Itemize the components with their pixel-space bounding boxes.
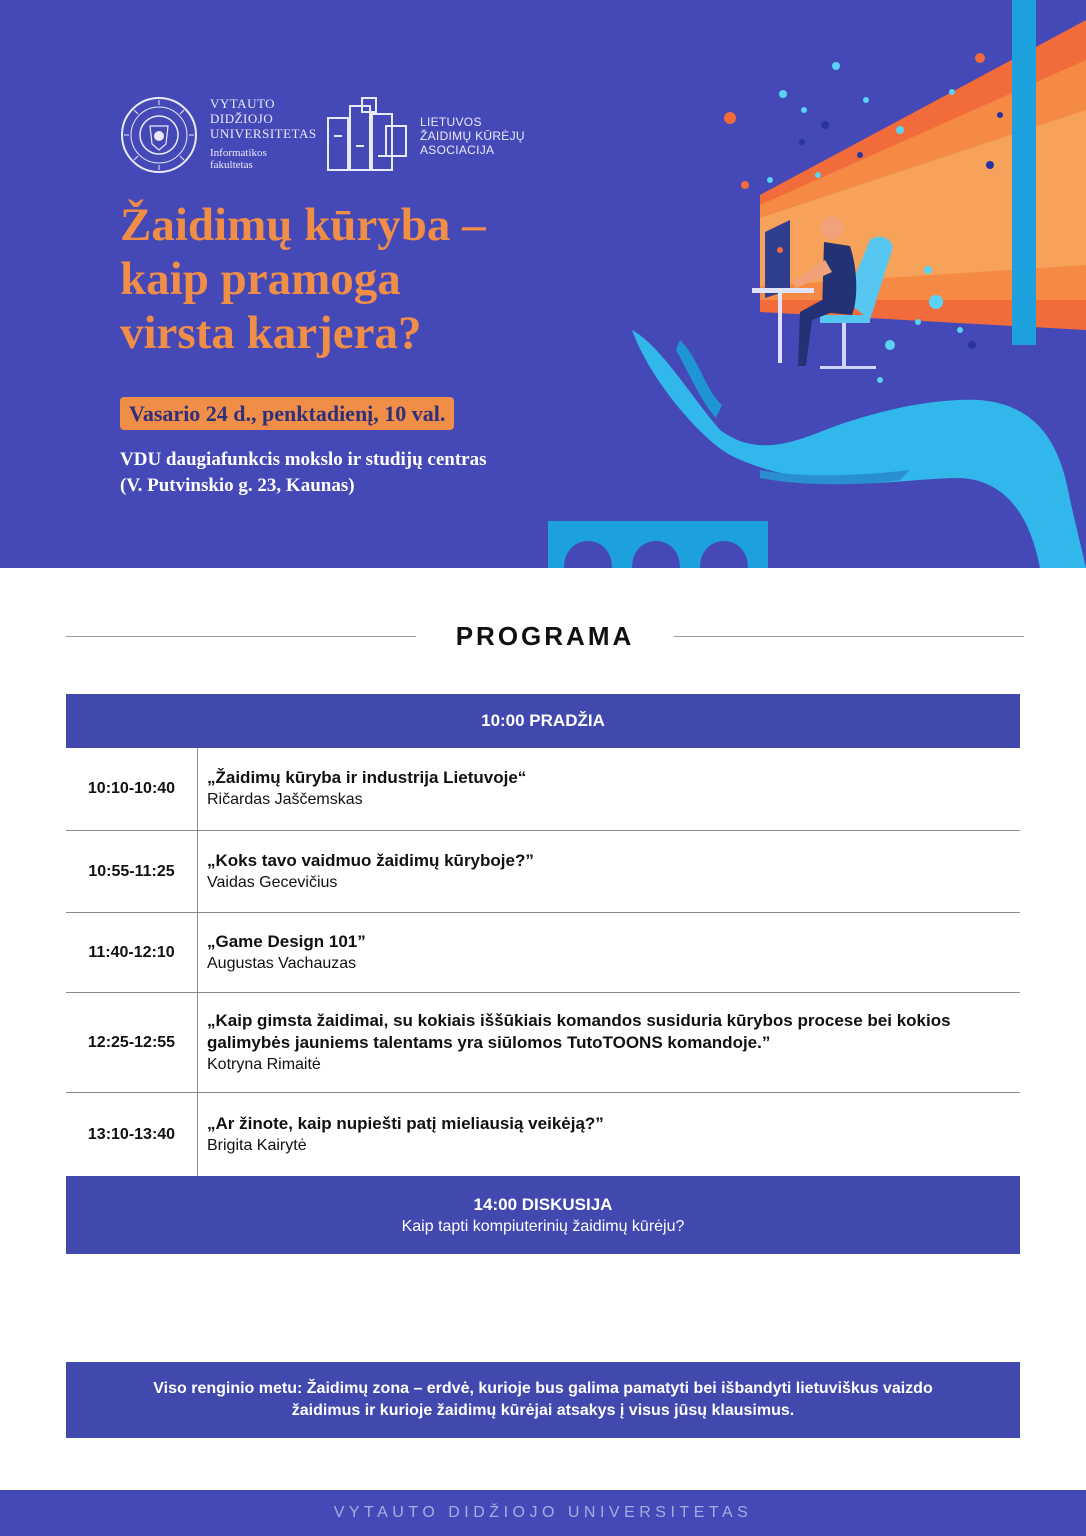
discussion-subtitle: Kaip tapti kompiuterinių žaidimų kūrėju? [401, 1218, 685, 1235]
session-row [66, 748, 1020, 831]
session-title: „Ar žinote, kaip nupiešti patį mieliausią veikėją?” [207, 1114, 604, 1133]
lzka-blocks-icon [326, 96, 408, 176]
game-zone-note-text: Viso renginio metu: Žaidimų zona – erdvė, kurioje bus galima pamatyti bei išbandyti lietuviškus vaizdo žaidimus ir kurioje žaidimų kūrėjai atsakys į visus jūsų klausimus. [153, 1380, 933, 1419]
vdu-faculty-line-2: fakultetas [210, 159, 253, 171]
vdu-logo-line-2: DIDŽIOJO [210, 111, 274, 126]
session-speaker: Kotryna Rimaitė [207, 1055, 321, 1073]
session-time: 13:10-13:40 [66, 1093, 198, 1177]
session-row [66, 831, 1020, 913]
program-start-band: 10:00 PRADŽIA [66, 694, 1020, 748]
session-time: 11:40-12:10 [66, 913, 198, 992]
session-row [66, 1093, 1020, 1177]
vdu-logo [120, 96, 317, 174]
heading-rule-right [674, 636, 1024, 637]
lzka-logo [326, 96, 525, 176]
session-speaker: Ričardas Jaščemskas [207, 791, 363, 808]
session-speaker: Vaidas Gecevičius [207, 873, 338, 891]
session-row [66, 913, 1020, 993]
vdu-logo-line-1: VYTAUTO [210, 96, 276, 111]
session-title: „Kaip gimsta žaidimai, su kokiais iššūkiais komandos susiduria kūrybos procese bei kokios galimybės jauniems talentams yra siūlomos TutoTOONS komandoje.” [207, 1010, 951, 1052]
session-row [66, 993, 1020, 1093]
session-time: 12:25-12:55 [66, 993, 198, 1092]
lzka-logo-line-3: ASOCIACIJA [420, 143, 495, 157]
vdu-faculty-line-1: Informatikos [210, 147, 267, 159]
event-title-line-2: kaip pramoga [120, 253, 401, 305]
vdu-seal-icon [120, 96, 198, 174]
session-speaker: Augustas Vachauzas [207, 954, 357, 972]
event-venue [120, 447, 487, 499]
hero-banner [0, 0, 1086, 568]
vdu-logo-line-3: UNIVERSITETAS [210, 126, 317, 141]
event-date-badge: Vasario 24 d., penktadienį, 10 val. [120, 397, 454, 430]
footer-bar: VYTAUTO DIDŽIOJO UNIVERSITETAS [0, 1490, 1086, 1536]
discussion-band [66, 1176, 1020, 1254]
discussion-label: 14:00 DISKUSIJA [473, 1195, 613, 1214]
event-title [120, 198, 590, 360]
event-title-line-1: Žaidimų kūryba – [120, 199, 486, 251]
heading-rule-left [66, 636, 416, 637]
game-zone-note [66, 1362, 1020, 1438]
session-time: 10:10-10:40 [66, 748, 198, 830]
program-title: PROGRAMA [455, 620, 635, 651]
session-title: „Game Design 101” [207, 931, 366, 951]
session-title: „Koks tavo vaidmuo žaidimų kūryboje?” [207, 850, 534, 870]
event-title-line-3: virsta karjera? [120, 307, 422, 359]
venue-line-2: (V. Putvinskio g. 23, Kaunas) [120, 475, 355, 496]
session-speaker: Brigita Kairytė [207, 1137, 307, 1154]
venue-line-1: VDU daugiafunkcis mokslo ir studijų centras [120, 449, 487, 470]
session-table [66, 748, 1020, 1177]
lzka-logo-line-2: ŽAIDIMŲ KŪRĖJŲ [420, 129, 525, 143]
program-heading [66, 616, 1024, 656]
session-title: „Žaidimų kūryba ir industrija Lietuvoje“ [207, 768, 527, 787]
session-time: 10:55-11:25 [66, 831, 198, 912]
lzka-logo-line-1: LIETUVOS [420, 115, 482, 129]
